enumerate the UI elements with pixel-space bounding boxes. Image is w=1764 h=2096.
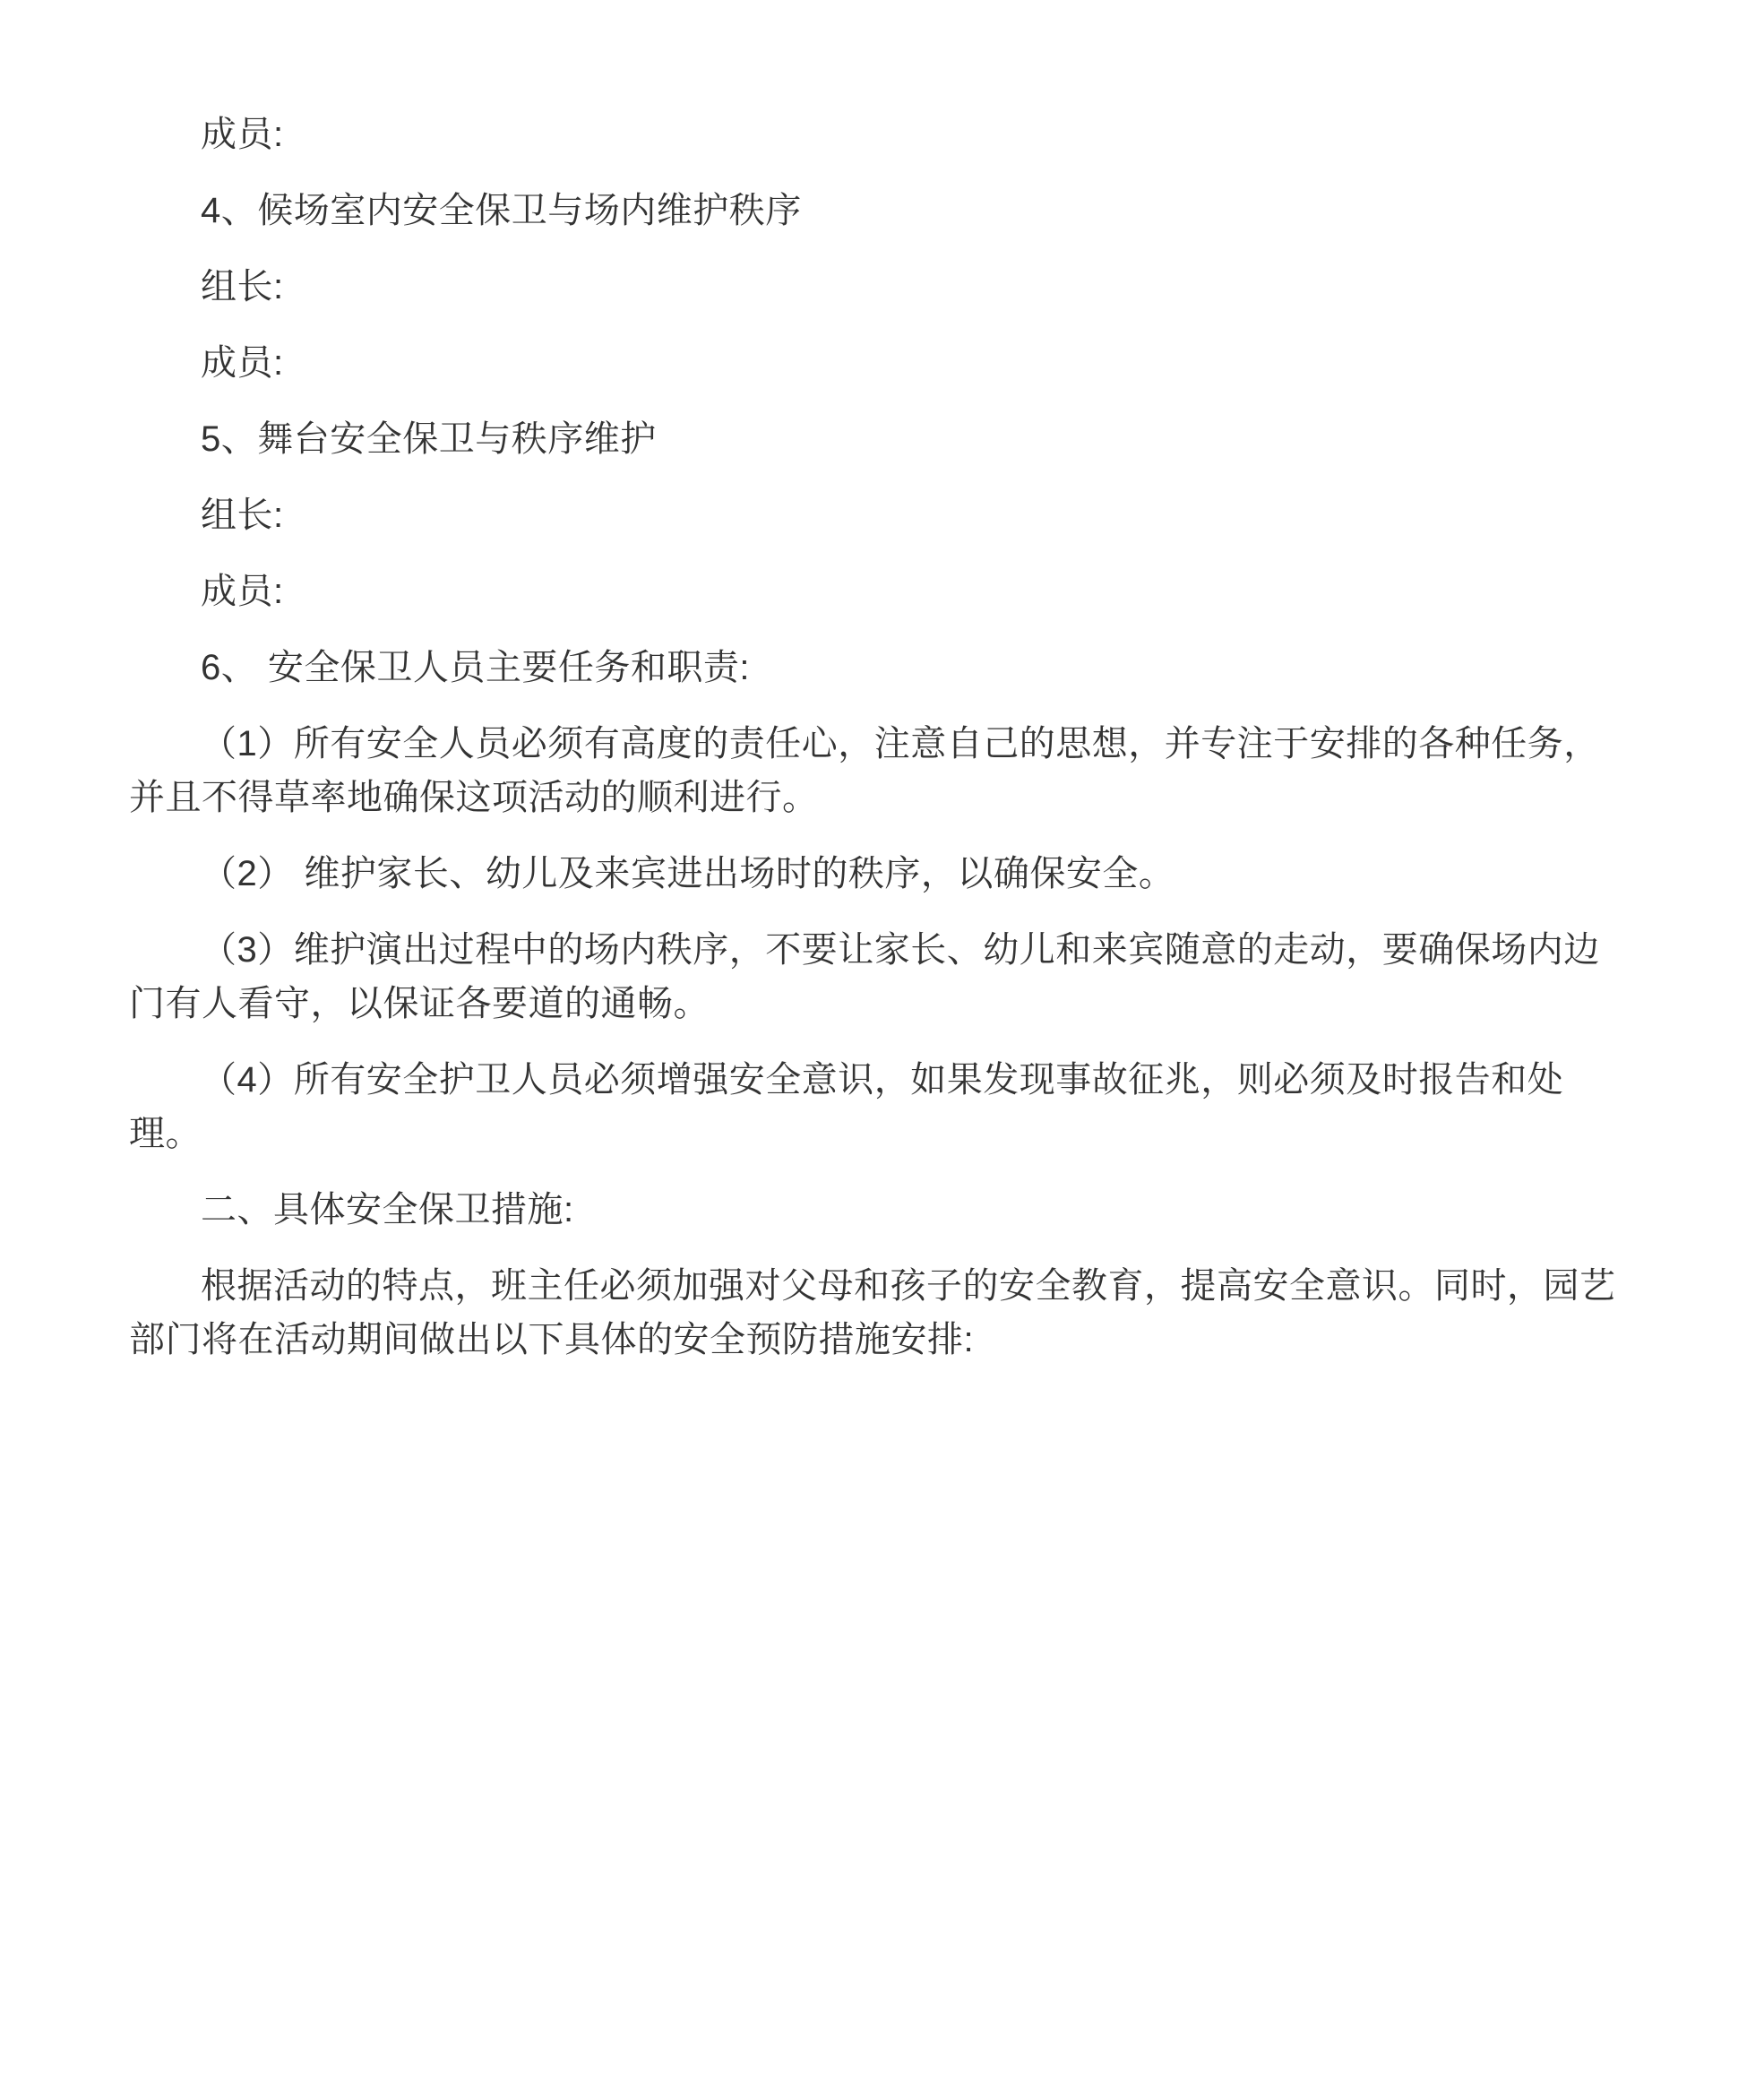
para-duty-3: （3）维护演出过程中的场内秩序，不要让家长、幼儿和来宾随意的走动，要确保场内边门有人看守，以保证各要道的通畅。: [129, 930, 1600, 1023]
para-members-label-3: 成员:: [201, 572, 284, 611]
para-measures-intro: 根据活动的特点，班主任必须加强对父母和孩子的安全教育，提高安全意识。同时，园艺部门将在活动期间做出以下具体的安全预防措施安排:: [129, 1266, 1616, 1359]
para-section-2-title: 二、具体安全保卫措施:: [201, 1190, 574, 1229]
para-leader-label-1: 组长:: [201, 267, 284, 306]
para-duty-1: （1）所有安全人员必须有高度的责任心，注意自己的思想，并专注于安排的各种任务，并且不得草率地确保这项活动的顺利进行。: [129, 724, 1600, 817]
para-item-4-title: 4、候场室内安全保卫与场内维护秩序: [201, 191, 802, 230]
para-members-label-2: 成员:: [201, 343, 284, 383]
para-duty-4: （4）所有安全护卫人员必须增强安全意识，如果发现事故征兆，则必须及时报告和处理。: [129, 1060, 1564, 1153]
para-item-6-title: 6、 安全保卫人员主要任务和职责:: [201, 648, 750, 687]
para-item-5-title: 5、舞台安全保卫与秩序维护: [201, 419, 657, 459]
para-leader-label-2: 组长:: [201, 496, 284, 535]
para-members-label-1: 成员:: [201, 115, 284, 154]
para-duty-2: （2） 维护家长、幼儿及来宾进出场时的秩序，以确保安全。: [201, 854, 1175, 893]
